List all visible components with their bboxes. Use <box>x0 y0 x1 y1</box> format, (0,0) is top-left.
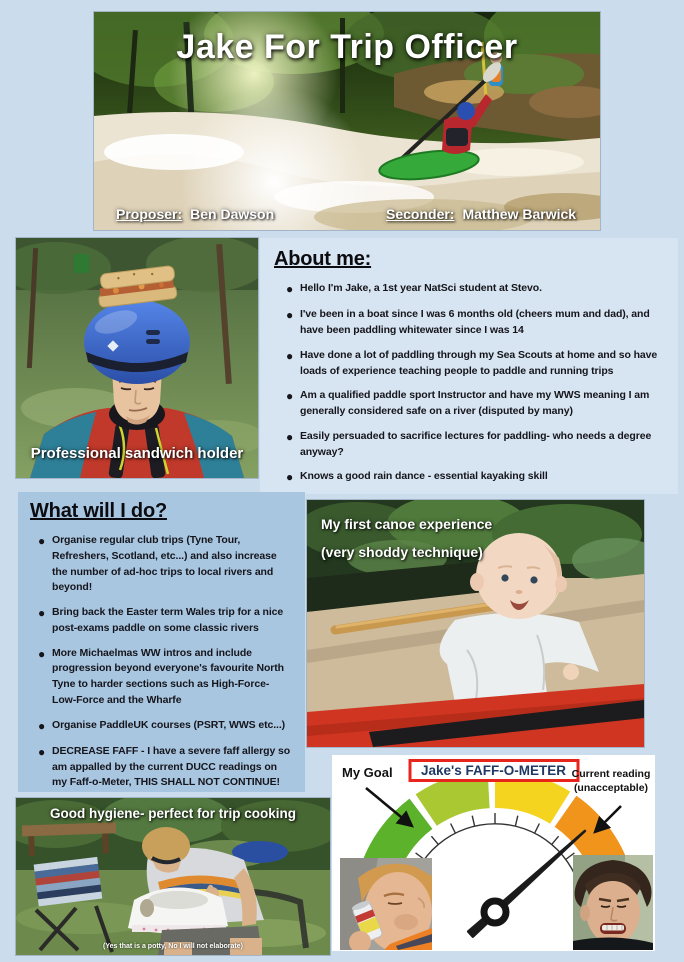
current-reading-line1: Current reading <box>571 768 651 780</box>
what-bullet: DECREASE FAFF - I have a severe faff allergy so am appalled by the current DUCC readings on my Faff-o-Meter, THIS SHALL NOT CONTINUE! <box>52 744 291 789</box>
list-item <box>274 429 668 461</box>
gauge-tick <box>535 824 540 834</box>
bullet-icon: ● <box>286 308 294 323</box>
bullet-icon: ● <box>286 389 294 404</box>
seconder-line <box>386 206 576 222</box>
about-panel <box>260 238 678 494</box>
blue-helmet <box>84 300 190 384</box>
bullet-icon: ● <box>38 646 46 661</box>
current-reading-line2: (unacceptable) <box>573 781 649 794</box>
what-panel <box>18 492 305 792</box>
goal-face-art <box>340 858 432 950</box>
baby-canoe-photo <box>307 500 644 747</box>
about-heading: About me: <box>274 248 372 270</box>
page-title: Jake For Trip Officer <box>176 28 518 66</box>
hygiene-photo <box>16 798 330 955</box>
about-bullet: Am a qualified paddle sport Instructor and have my WWS meaning I am generally considered safe on a river (disputed by many) <box>300 389 650 418</box>
list-item <box>274 348 668 380</box>
seconder-label: Seconder: <box>386 206 455 222</box>
bullet-icon: ● <box>286 429 294 444</box>
seconder-name: Matthew Barwick <box>462 206 577 222</box>
proposer-name: Ben Dawson <box>190 206 275 222</box>
what-bullet: More Michaelmas WW intros and include progression beyond everyone's favourite North Tyne to harder sections such as High-Force-Low-Force and the Wharfe <box>52 646 284 706</box>
gauge-tick <box>515 816 518 827</box>
what-bullet: Bring back the Easter term Wales trip for a nice post-exams paddle on some classic rivers <box>52 606 284 634</box>
bullet-icon: ● <box>38 606 46 620</box>
baby-photo-art <box>307 500 644 747</box>
current-mood-photo <box>573 855 653 950</box>
about-bullet: Knows a good rain dance - essential kayaking skill <box>300 470 548 483</box>
current-face-art <box>573 855 653 950</box>
hygiene-caption: Good hygiene- perfect for trip cooking <box>49 806 296 821</box>
green-bin <box>74 254 89 273</box>
goal-mood-photo <box>340 858 432 950</box>
header-kayaking-photo <box>94 12 600 230</box>
bullet-icon: ● <box>286 282 294 296</box>
bullet-icon: ● <box>286 470 294 485</box>
gauge-tick <box>431 836 438 844</box>
gauge-hub <box>484 901 506 923</box>
list-item <box>274 307 668 339</box>
faffometer-box <box>332 755 655 951</box>
bullet-icon: ● <box>286 348 294 363</box>
current-reading-label <box>569 768 653 795</box>
gauge-tick <box>451 824 456 834</box>
goal-label: My Goal <box>342 765 393 780</box>
sandwich-holder-photo <box>16 238 258 478</box>
gauge-tick <box>472 816 475 827</box>
about-bullet: Easily persuaded to sacrifice lectures for paddling- who needs a degree anyway? <box>300 429 652 458</box>
list-item <box>30 744 297 791</box>
list-item <box>30 533 297 596</box>
about-bullet: I've been in a boat since I was 6 months old (cheers mum and dad), and have been paddling whitewater since I was 14 <box>300 308 650 337</box>
bullet-icon: ● <box>38 718 46 733</box>
camp-chair <box>34 857 103 906</box>
grimace-mouth <box>600 923 626 934</box>
list-item <box>30 718 297 735</box>
about-bullet: Hello I'm Jake, a 1st year NatSci student at Stevo. <box>300 282 542 294</box>
list-item <box>30 646 297 709</box>
about-bullet: Have done a lot of paddling through my Sea Scouts at home and so have loads of experience teaching people to paddle and running trips <box>300 348 658 377</box>
canoe-caption-line1: My first canoe experience <box>321 516 493 532</box>
faffometer-title: Jake's FAFF-O-METER <box>408 759 579 782</box>
canoe-caption-line2: (very shoddy technique) <box>321 544 483 560</box>
list-item <box>274 388 668 420</box>
list-item <box>30 605 297 637</box>
what-bullet: Organise PaddleUK courses (PSRT, WWS etc...) <box>52 718 286 731</box>
gauge-tick <box>552 836 559 844</box>
hygiene-footnote: (Yes that is a potty, No I will not elaborate) <box>103 943 243 950</box>
bullet-icon: ● <box>38 744 46 759</box>
sandwich-caption: Professional sandwich holder <box>30 445 244 462</box>
list-item <box>274 469 668 486</box>
list-item <box>274 281 668 298</box>
bullet-icon: ● <box>38 534 46 548</box>
sandwich-photo-art <box>16 238 258 478</box>
proposer-label: Proposer: <box>116 206 183 222</box>
hygiene-photo-art <box>16 798 330 955</box>
proposer-line <box>116 206 274 222</box>
what-heading: What will I do? <box>30 500 167 522</box>
what-bullet: Organise regular club trips (Tyne Tour, Refreshers, Scotland, etc...) and also increase the number of ad-hoc trips to local rivers and beyond! <box>52 534 277 594</box>
